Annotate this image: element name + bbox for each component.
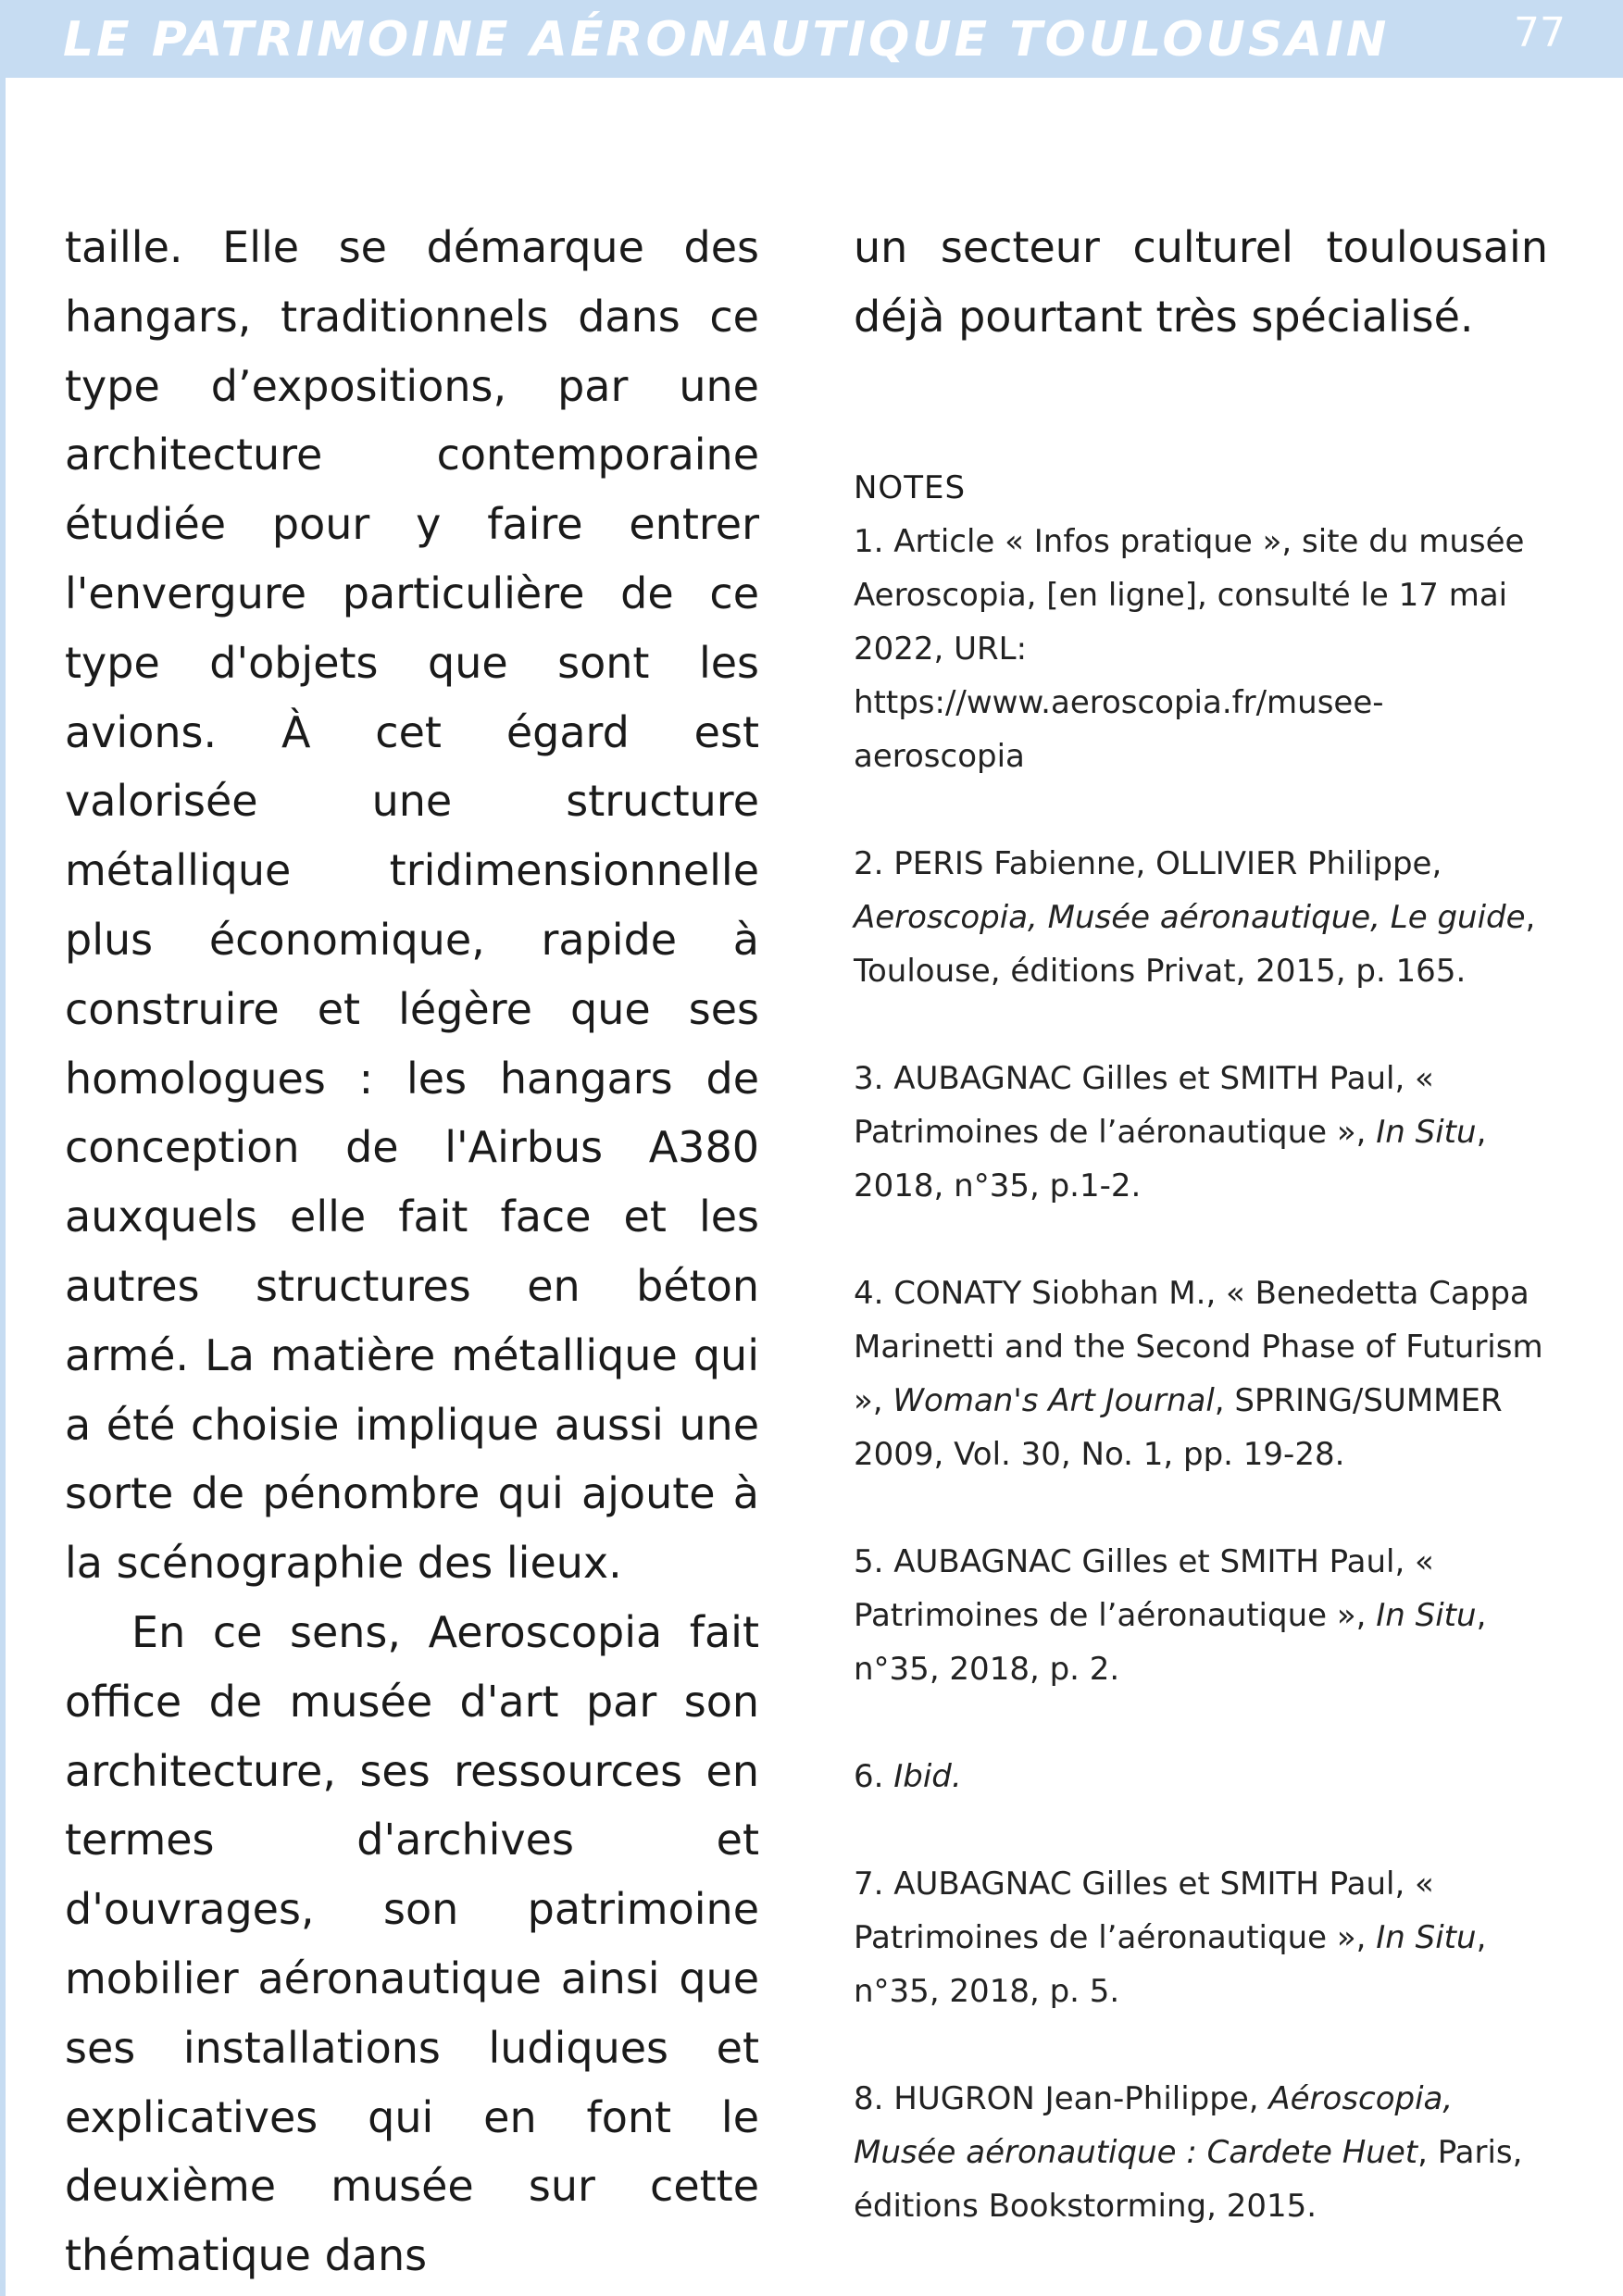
note-item: 4. CONATY Siobhan M., « Benedetta Cappa Marinetti and the Second Phase of Futurism », Woman's Art Journal, SPRING/SUMMER 2009, Vol. 30, No. 1, pp. 19-28.: [854, 1274, 1543, 1473]
notes-list: [854, 515, 1548, 2233]
note-item: 7. AUBAGNAC Gilles et SMITH Paul, « Patrimoines de l’aéronautique », In Situ, n°35, 2018, p. 5.: [854, 1865, 1487, 2010]
header-band: [0, 0, 1623, 78]
body-paragraph-continuation: un secteur culturel toulousain déjà pourtant très spécialisé.: [854, 222, 1548, 342]
page-number: 77: [1514, 9, 1566, 56]
note-item: 5. AUBAGNAC Gilles et SMITH Paul, « Patrimoines de l’aéronautique », In Situ, n°35, 2018, p. 2.: [854, 1542, 1487, 1688]
note-item: 1. Article « Infos pratique », site du musée Aeroscopia, [en ligne], consulté le 17 mai 2022, URL: https://www.aeroscopia.fr/musee-aeroscopia: [854, 522, 1525, 775]
body-paragraph: En ce sens, Aeroscopia fait office de musée d'art par son architecture, ses ressources en termes d'archives et d'ouvrages, son patrimoine mobilier aéronautique ainsi que ses installations ludiques et explicatives qui en font le deuxième musée sur cette thématique dans: [65, 1606, 759, 2281]
note-item: 2. PERIS Fabienne, OLLIVIER Philippe, Aeroscopia, Musée aéronautique, Le guide, Toulouse, éditions Privat, 2015, p. 165.: [854, 844, 1536, 990]
right-text-column: [854, 213, 1548, 2287]
running-header-title: LE PATRIMOINE AÉRONAUTIQUE TOULOUSAIN: [63, 12, 1390, 68]
note-item: 6. Ibid.: [854, 1757, 962, 1795]
left-margin-rule: [0, 78, 6, 2296]
note-item: 3. AUBAGNAC Gilles et SMITH Paul, « Patrimoines de l’aéronautique », In Situ, 2018, n°35, p.1-2.: [854, 1059, 1487, 1204]
note-item: 8. HUGRON Jean-Philippe, Aéroscopia, Musée aéronautique : Cardete Huet, Paris, éditions Bookstorming, 2015.: [854, 2079, 1523, 2225]
left-text-column: [65, 213, 759, 2290]
notes-heading: NOTES: [854, 468, 967, 506]
body-paragraph: taille. Elle se démarque des hangars, traditionnels dans ce type d’expositions, par une architecture contemporaine étudiée pour y faire entrer l'envergure particulière de ce type d'objets que sont les avions. À cet égard est valorisée une structure métallique tridimensionnelle plus économique, rapide à construire et légère que ses homologues : les hangars de conception de l'Airbus A380 auxquels elle fait face et les autres structures en béton armé. La matière métallique qui a été choisie implique aussi une sorte de pénombre qui ajoute à la scénographie des lieux.: [65, 222, 759, 1589]
